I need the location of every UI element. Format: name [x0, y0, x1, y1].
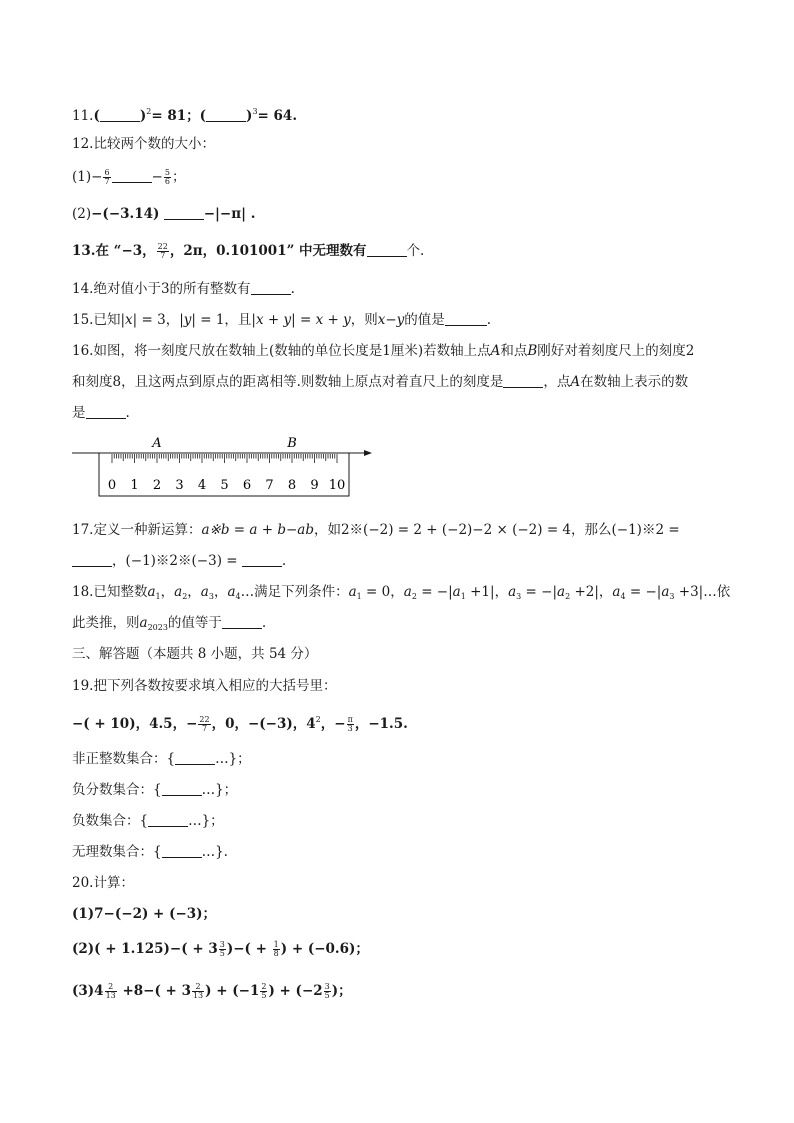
- question-12-title: 12.比较两个数的大小：: [72, 136, 215, 152]
- ruler-tick-label: 2: [152, 478, 162, 493]
- section-3-heading: 三、解答题（本题共 8 小题，共 54 分）: [72, 646, 318, 662]
- answer-blank[interactable]: [206, 108, 246, 122]
- question-16-line-1: 16.如图，将一刻度尺放在数轴上(数轴的单位长度是1厘米)若数轴上点A和点B刚好对着刻度尺上的刻度2: [72, 343, 695, 359]
- ruler-tick-label: 7: [265, 478, 274, 493]
- fraction: $\frac{2}{13}$: [105, 982, 116, 1000]
- question-20-title: 20.计算：: [72, 875, 134, 891]
- fraction: $\frac{22}{7}$: [157, 242, 168, 260]
- question-17-line-2: ，(−1)※2※(−3) = .: [72, 552, 286, 570]
- fraction: $\frac{1}{8}$: [273, 940, 279, 958]
- answer-blank[interactable]: [251, 281, 291, 295]
- fraction: $\frac{3}{5}$: [219, 940, 225, 958]
- fraction: $\frac{5}{6}$: [164, 168, 170, 186]
- fraction: $\frac{2}{13}$: [192, 982, 204, 1000]
- question-12-part-1: (1)− $\frac{6}{7}$ − $\frac{5}{6}$ ；: [72, 168, 186, 186]
- ruler-tick-label: 1: [130, 478, 139, 493]
- answer-blank[interactable]: [503, 374, 543, 388]
- ruler-tick-label: 4: [197, 478, 207, 493]
- ruler-tick-label: 6: [242, 478, 252, 493]
- answer-blank[interactable]: [445, 312, 487, 326]
- set-negative-fractions: 负分数集合：{ …}；: [72, 782, 238, 798]
- set-non-positive-integers: 非正整数集合：{ …}；: [72, 751, 251, 767]
- answer-blank[interactable]: [367, 243, 407, 257]
- fraction: $\frac{3}{5}$: [324, 982, 330, 1000]
- question-19-title: 19.把下列各数按要求填入相应的大括号里：: [72, 678, 337, 694]
- question-18-line-1: 18.已知整数$a_1$，$a_2$，$a_3$，$a_4\dots$满足下列条件：$a_1 = 0$，$a_2 = -|a_1 +1|$，$a_3 = -|a_2 +2|$，$a_4 = -|a_3$ +3|…依: [72, 584, 731, 601]
- answer-blank[interactable]: [100, 108, 140, 122]
- ruler-tick-labels: [108, 478, 345, 493]
- point-b-label: B: [287, 436, 297, 451]
- answer-blank[interactable]: [148, 813, 188, 827]
- question-16-line-3: 是 .: [72, 405, 130, 421]
- fraction: $\frac{2}{5}$: [261, 982, 267, 1000]
- question-19-numbers: −( + 10)，4.5，− $\frac{22}{7}$ ，0，−(−3)，$4^2$，− $\frac{\pi}{3}$ ，−1.5.: [72, 715, 408, 733]
- ruler-tick-label: 9: [310, 478, 319, 493]
- ruler-tick-label: 5: [220, 478, 229, 493]
- set-irrational-numbers: 无理数集合：{ …}.: [72, 844, 228, 860]
- question-14: 14.绝对值小于3的所有整数有 .: [72, 281, 295, 297]
- ruler-number-line-figure: [70, 432, 380, 500]
- ruler-tick-label: 8: [287, 478, 297, 493]
- question-20-part-2: (2)( + 1.125)−( + 3 $\frac{3}{5}$ )−( + $\frac{1}{8}$ ) + (−0.6)；: [72, 940, 369, 958]
- answer-blank[interactable]: [175, 751, 215, 765]
- answer-blank[interactable]: [164, 206, 204, 220]
- fraction: $\frac{22}{7}$: [199, 715, 210, 733]
- answer-blank[interactable]: [112, 169, 152, 183]
- question-15: 15.已知|x| = 3，|y| = 1，且|x + y| = x + y，则x−y的值是 .: [72, 312, 492, 328]
- arrow-right-icon: [364, 450, 372, 456]
- ruler-minor-ticks: [112, 454, 337, 463]
- answer-blank[interactable]: [72, 553, 112, 567]
- fraction: $\frac{\pi}{3}$: [347, 715, 353, 733]
- answer-blank[interactable]: [86, 405, 126, 419]
- question-12-part-2: (2)−(−3.14) −|−π| .: [72, 206, 256, 222]
- ruler-tick-label: 10: [328, 478, 346, 493]
- answer-blank[interactable]: [222, 615, 262, 629]
- point-a-label: A: [152, 436, 162, 451]
- question-18-line-2: 此类推，则$a_{2023}$的值等于 .: [72, 615, 267, 632]
- ruler-tick-label: 0: [107, 478, 117, 493]
- question-16-line-2: 和刻度8，且这两点到原点的距离相等.则数轴上原点对着直尺上的刻度是 ，点A在数轴上表示的数: [72, 374, 689, 390]
- set-negative-numbers: 负数集合：{ …}；: [72, 813, 224, 829]
- answer-blank[interactable]: [242, 553, 282, 567]
- question-20-part-1: (1)7−(−2) + (−3)；: [72, 906, 217, 922]
- answer-blank[interactable]: [162, 844, 202, 858]
- ruler-tick-label: 3: [175, 478, 184, 493]
- question-20-part-3: (3)4 $\frac{2}{13}$ +8−( + 3 $\frac{2}{13}$ ) + (−1 $\frac{2}{5}$ ) + (−2 $\frac{3}{5}$ )；: [72, 982, 352, 1000]
- question-11: 11.( )$^2$= 81；( )$^3$= 64.: [72, 107, 298, 124]
- question-13: 13.在 “−3， $\frac{22}{7}$ ，2π，0.101001” 中无理数有 个.: [72, 242, 425, 260]
- question-17-line-1: 17.定义一种新运算：a※b = a + b−ab，如2※(−2) = 2 + (−2)−2 × (−2) = 4，那么(−1)※2 =: [72, 522, 680, 538]
- answer-blank[interactable]: [162, 782, 202, 796]
- fraction: $\frac{6}{7}$: [104, 168, 110, 186]
